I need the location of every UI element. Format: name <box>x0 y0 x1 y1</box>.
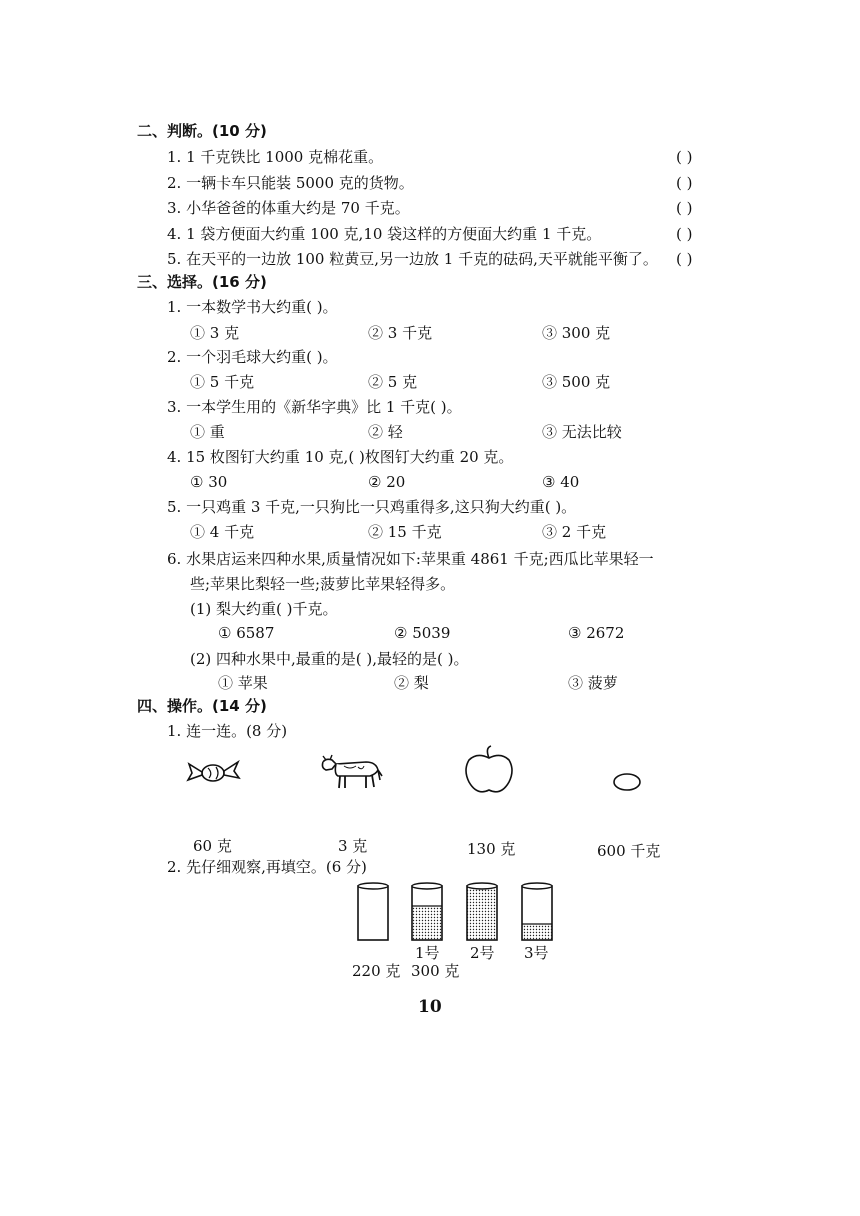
answer-paren-3[interactable]: ( ) <box>676 199 693 217</box>
apple-icon[interactable] <box>463 746 515 796</box>
cow-icon[interactable] <box>320 752 384 792</box>
weight-label-2[interactable]: 3 克 <box>338 837 368 855</box>
choice-q2-opt3[interactable]: ③ 500 克 <box>542 373 611 391</box>
choice-q6-sub2-opt3[interactable]: ③ 菠萝 <box>568 674 618 692</box>
observe-q2-stem: 2. 先仔细观察,再填空。(6 分) <box>167 858 367 876</box>
empty-cup-icon <box>358 883 388 940</box>
cup-weight-1: 220 克 <box>352 962 401 980</box>
judge-item-2: 2. 一辆卡车只能装 5000 克的货物。 <box>167 174 414 192</box>
cup-label-3: 3号 <box>524 944 549 962</box>
page-number: 10 <box>418 997 442 1017</box>
match-q1-stem: 1. 连一连。(8 分) <box>167 722 288 740</box>
cup-3-icon <box>522 883 552 940</box>
judge-item-1: 1. 1 千克铁比 1000 克棉花重。 <box>167 148 384 166</box>
choice-q2-opt2[interactable]: ② 5 克 <box>368 373 418 391</box>
answer-paren-1[interactable]: ( ) <box>676 148 693 166</box>
section4-heading: 四、操作。(14 分) <box>137 697 267 715</box>
cup-2-icon <box>467 883 497 940</box>
choice-q4-opt1[interactable]: ① 30 <box>190 473 228 491</box>
choice-q6-sub2-opt2[interactable]: ② 梨 <box>394 674 429 692</box>
weight-label-3[interactable]: 130 克 <box>467 840 516 858</box>
answer-paren-4[interactable]: ( ) <box>676 225 693 243</box>
choice-q3-stem: 3. 一本学生用的《新华字典》比 1 千克( )。 <box>167 398 462 416</box>
choice-q6-sub2-opt1[interactable]: ① 苹果 <box>218 674 268 692</box>
choice-q4-stem: 4. 15 枚图钉大约重 10 克,( )枚图钉大约重 20 克。 <box>167 448 514 466</box>
judge-item-5: 5. 在天平的一边放 100 粒黄豆,另一边放 1 千克的砝码,天平就能平衡了。 <box>167 250 658 268</box>
cup-label-2: 2号 <box>470 944 495 962</box>
choice-q6-sub1-opt3[interactable]: ③ 2672 <box>568 624 625 642</box>
choice-q4-opt3[interactable]: ③ 40 <box>542 473 580 491</box>
choice-q1-opt2[interactable]: ② 3 千克 <box>368 324 433 342</box>
weight-label-1[interactable]: 60 克 <box>193 837 232 855</box>
choice-q1-opt1[interactable]: ① 3 克 <box>190 324 240 342</box>
answer-paren-5[interactable]: ( ) <box>676 250 693 268</box>
choice-q6-sub1-opt1[interactable]: ① 6587 <box>218 624 275 642</box>
judge-item-4: 4. 1 袋方便面大约重 100 克,10 袋这样的方便面大约重 1 千克。 <box>167 225 602 243</box>
choice-q3-opt3[interactable]: ③ 无法比较 <box>542 423 622 441</box>
choice-q6-sub1-opt2[interactable]: ② 5039 <box>394 624 451 642</box>
weight-label-4[interactable]: 600 千克 <box>597 842 661 860</box>
choice-q5-opt2[interactable]: ② 15 千克 <box>368 523 442 541</box>
judge-item-3: 3. 小华爸爸的体重大约是 70 千克。 <box>167 199 410 217</box>
choice-q5-opt1[interactable]: ① 4 千克 <box>190 523 255 541</box>
cup-weight-2: 300 克 <box>411 962 460 980</box>
section3-heading: 三、选择。(16 分) <box>137 273 267 291</box>
egg-icon[interactable] <box>611 772 643 792</box>
choice-q6-sub1-stem: (1) 梨大约重( )千克。 <box>190 600 338 618</box>
choice-q1-stem: 1. 一本数学书大约重( )。 <box>167 298 338 316</box>
choice-q6-sub2-stem: (2) 四种水果中,最重的是( ),最轻的是( )。 <box>190 650 469 668</box>
candy-icon[interactable] <box>186 756 242 790</box>
answer-paren-2[interactable]: ( ) <box>676 174 693 192</box>
cup-label-1: 1号 <box>415 944 440 962</box>
choice-q6-stem-line1: 6. 水果店运来四种水果,质量情况如下:苹果重 4861 千克;西瓜比苹果轻一 <box>167 550 654 568</box>
choice-q1-opt3[interactable]: ③ 300 克 <box>542 324 611 342</box>
choice-q2-stem: 2. 一个羽毛球大约重( )。 <box>167 348 338 366</box>
choice-q4-opt2[interactable]: ② 20 <box>368 473 406 491</box>
cups-diagram <box>352 880 562 946</box>
choice-q2-opt1[interactable]: ① 5 千克 <box>190 373 255 391</box>
section2-heading: 二、判断。(10 分) <box>137 122 267 140</box>
choice-q5-opt3[interactable]: ③ 2 千克 <box>542 523 607 541</box>
choice-q3-opt2[interactable]: ② 轻 <box>368 423 403 441</box>
choice-q5-stem: 5. 一只鸡重 3 千克,一只狗比一只鸡重得多,这只狗大约重( )。 <box>167 498 577 516</box>
choice-q6-stem-line2: 些;苹果比梨轻一些;菠萝比苹果轻得多。 <box>190 575 456 593</box>
cup-1-icon <box>412 883 442 940</box>
choice-q3-opt1[interactable]: ① 重 <box>190 423 225 441</box>
